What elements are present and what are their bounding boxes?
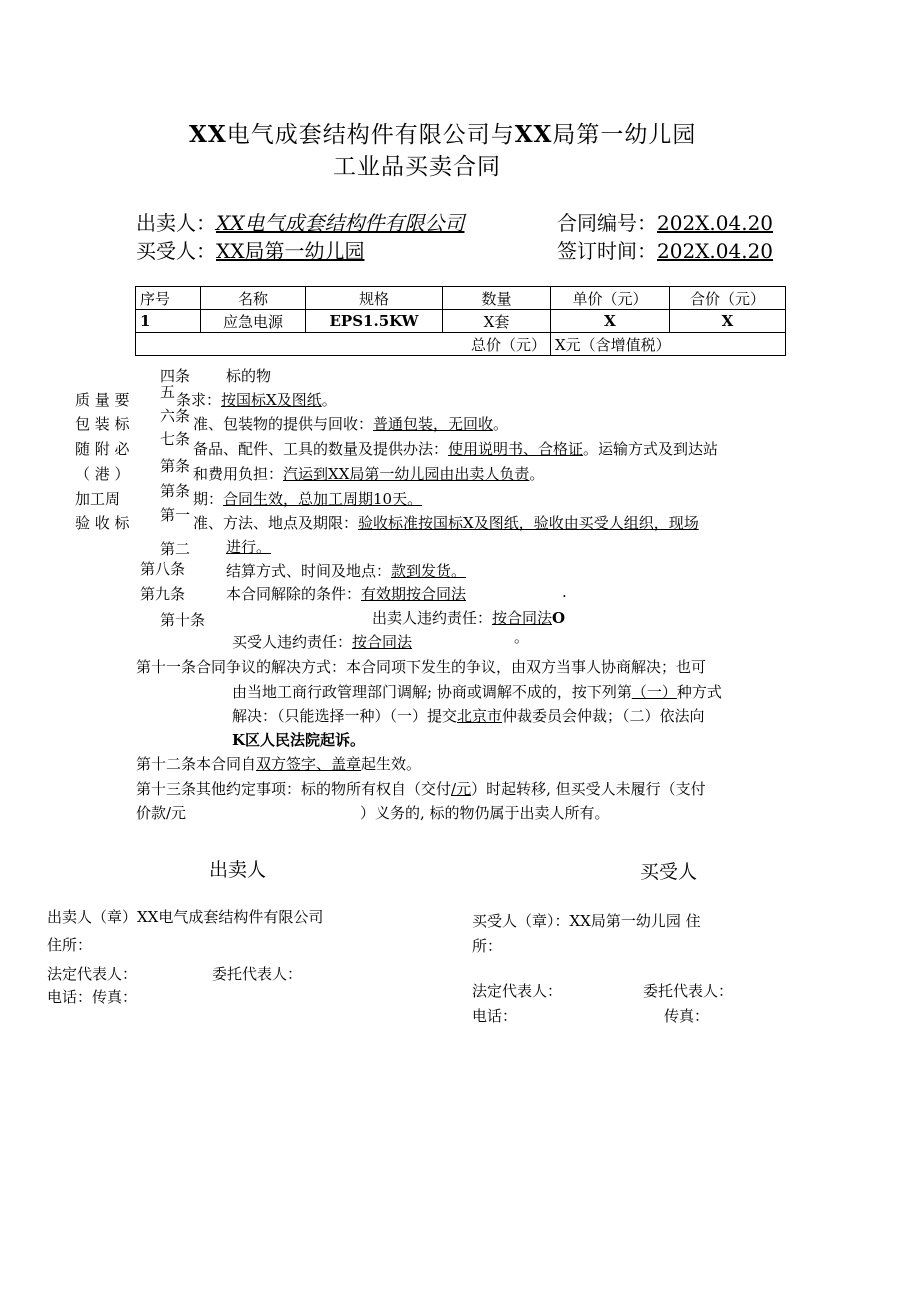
clause-13-line1: 第十一条合同争议的解决方式：本合同项下发生的争议，由双方当事人协商解决；也可 xyxy=(136,658,707,676)
title-xx-1: XX xyxy=(189,121,227,148)
total-value-cell xyxy=(551,333,786,356)
sign-time-value: 202X.04.20 xyxy=(657,239,774,263)
seller-signature-title: 出卖人 xyxy=(209,859,267,881)
clause-14-a: 第十二条本合同自 xyxy=(136,755,257,773)
clause-6-left: 包 装 标 xyxy=(75,415,130,433)
clause-15-a: 第十三条其他约定事项：标的物所有权自（交付 xyxy=(136,780,452,798)
clause-15 xyxy=(136,778,706,799)
total-cell xyxy=(136,333,551,356)
clause-5-value: 按国标X及图纸 xyxy=(221,391,322,409)
clause-14 xyxy=(136,753,421,774)
title-buyer-part: 局第一幼儿园 xyxy=(552,122,697,148)
col-header: 数量 xyxy=(443,287,551,310)
buyer-stamp: 买受人（章）：XX局第一幼儿园 住 xyxy=(472,912,701,930)
clause-13-line2 xyxy=(232,681,722,702)
clause-13-line2-c: 种方式 xyxy=(676,683,722,701)
clause-15-line2-a: 价款/元 xyxy=(136,804,187,822)
clause-11-value: 有效期按合同法 xyxy=(361,585,467,603)
clause-8-left: 加工周 xyxy=(75,490,121,508)
clause-7b xyxy=(193,463,544,484)
clause-7-left: 随 附 必 xyxy=(75,440,130,458)
clause-10-value: 款到发货。 xyxy=(391,562,467,580)
buyer-agent: 委托代表人： xyxy=(643,982,734,1000)
clause-15-b: /元 xyxy=(451,780,472,798)
clause-9-value2: 进行。 xyxy=(226,538,272,556)
clause-15-c: ）时起转移, 但买受人未履行（支付 xyxy=(471,780,706,798)
clause-13-line3-c: 仲裁委员会仲裁；（二）依法向 xyxy=(502,707,705,725)
clause-13-line2-a: 由当地工商行政管理部门调解; 协商或调解不成的，按下列第 xyxy=(232,683,632,701)
clause-13-line4: K区人民法院起诉。 xyxy=(232,731,366,749)
clause-13-line3-a: 解决：（只能选择一种）（一）提交 xyxy=(232,707,458,725)
clause-13-line2-b: （一） xyxy=(631,683,677,701)
clause-12b-end: 。 xyxy=(514,628,530,646)
doc-title-line2: 工业品买卖合同 xyxy=(333,154,501,180)
buyer-phone: 电话： xyxy=(472,1007,518,1025)
clause-12-text: 出卖人违约责任： xyxy=(372,609,493,627)
clause-10-num: 第二 xyxy=(160,540,191,558)
clause-9-left: 验 收 标 xyxy=(75,514,130,532)
table-cell: 应急电源 xyxy=(201,310,306,333)
contract-no-value: 202X.04.20 xyxy=(657,211,774,235)
table-header-row xyxy=(136,287,786,310)
clause-4-text: 标的物 xyxy=(226,367,272,385)
contract-no-row xyxy=(557,207,773,236)
clause-9-text: 准、方法、地点及期限： xyxy=(193,514,359,532)
clause-5 xyxy=(176,389,337,410)
table-cell: X套 xyxy=(443,310,551,333)
clause-11-num: 第九条 xyxy=(140,585,186,603)
clause-6-num: 六条 xyxy=(160,407,191,425)
table-cell: 1 xyxy=(136,310,201,333)
table-total-row xyxy=(136,333,786,356)
clause-7-rest: 。运输方式及到达站 xyxy=(583,440,719,458)
total-label: 总价（元） xyxy=(470,335,546,354)
clause-6-text: 准、包装物的提供与回收： xyxy=(193,415,374,433)
clause-6 xyxy=(193,413,508,434)
clause-10 xyxy=(226,560,466,581)
seller-address: 住所： xyxy=(47,936,93,954)
buyer-label: 买受人： xyxy=(136,239,216,263)
buyer-address: 所： xyxy=(472,937,503,955)
total-value: X元（含增值税） xyxy=(555,335,671,354)
title-seller-part: 电气成套结构件有限公司与 xyxy=(226,122,515,148)
sign-time-label: 签订时间： xyxy=(557,239,657,263)
clause-10-num2: 第八条 xyxy=(140,560,186,578)
clause-7b-text: 和费用负担： xyxy=(193,465,284,483)
table-cell: X xyxy=(551,310,670,333)
clause-12b-value: 按合同法 xyxy=(352,633,413,651)
seller-phone-fax: 电话：传真： xyxy=(47,988,138,1006)
clause-9-value: 验收标准按国标X及图纸，验收由买受人组织，现场 xyxy=(358,514,699,532)
clause-6-value: 普通包装，无回收 xyxy=(373,415,494,433)
clause-9 xyxy=(193,512,699,533)
col-header: 名称 xyxy=(201,287,306,310)
clause-13-line3-b: 北京市 xyxy=(457,707,503,725)
clause-5-left: 质 量 要 xyxy=(75,391,130,409)
title-xx-2: XX xyxy=(514,121,553,148)
clause-12-value: 按合同法 xyxy=(492,609,553,627)
clause-7b-end: 。 xyxy=(529,465,545,483)
clause-12b-text: 买受人违约责任： xyxy=(232,633,353,651)
clause-9-num: 第一 xyxy=(160,506,191,524)
clause-7-value: 使用说明书、合格证 xyxy=(448,440,584,458)
table-row xyxy=(136,310,786,333)
clause-11-end: . xyxy=(562,583,567,601)
col-header: 规格 xyxy=(306,287,443,310)
clause-12-end: O xyxy=(552,609,566,627)
table-cell: EPS1.5KW xyxy=(306,310,443,333)
clause-14-c: 起生效。 xyxy=(361,755,422,773)
seller-legal-rep: 法定代表人： xyxy=(47,965,138,983)
clause-7b-left: （ 港 ） xyxy=(75,465,130,483)
clause-5-end: 。 xyxy=(321,391,337,409)
clause-11-text: 本合同解除的条件： xyxy=(226,585,362,603)
clause-8 xyxy=(193,488,422,509)
buyer-value: XX局第一幼儿园 xyxy=(216,239,365,263)
sign-time-row xyxy=(557,235,773,264)
seller-agent: 委托代表人： xyxy=(212,965,303,983)
seller-stamp: 出卖人（章）XX电气成套结构件有限公司 xyxy=(47,908,324,926)
clause-7-text: 备品、配件、工具的数量及提供办法： xyxy=(193,440,449,458)
clause-5-text: 条求： xyxy=(176,391,222,409)
buyer-signature-title: 买受人 xyxy=(640,861,698,883)
buyer-legal-rep: 法定代表人： xyxy=(472,982,563,1000)
clause-11 xyxy=(226,583,466,604)
seller-row xyxy=(136,207,464,236)
clause-12-num: 第十条 xyxy=(160,611,206,629)
table-cell: X xyxy=(670,310,786,333)
doc-title-line1 xyxy=(189,116,696,149)
clause-7 xyxy=(193,438,718,459)
clause-10-text: 结算方式、时间及地点： xyxy=(226,562,392,580)
clause-6-end: 。 xyxy=(493,415,509,433)
col-header: 单价（元） xyxy=(551,287,670,310)
contract-no-label: 合同编号： xyxy=(557,211,657,235)
items-table xyxy=(135,286,786,356)
clause-8-num: 第条 xyxy=(160,482,191,500)
clause-7b-num: 第条 xyxy=(160,457,191,475)
clause-8-value: 合同生效，总加工周期10天。 xyxy=(223,490,423,508)
clause-7b-value: 汽运到XX局第一幼儿园由出卖人负责 xyxy=(283,465,530,483)
clause-13-line3 xyxy=(232,705,705,726)
col-header: 合价（元） xyxy=(670,287,786,310)
clause-15-line2-b: ）义务的, 标的物仍属于出卖人所有。 xyxy=(360,804,610,822)
seller-value: XX电气成套结构件有限公司 xyxy=(216,211,465,235)
clause-8-text: 期： xyxy=(193,490,224,508)
clause-12b xyxy=(232,631,412,652)
clause-12 xyxy=(372,607,565,628)
buyer-fax: 传真： xyxy=(664,1007,710,1025)
buyer-row xyxy=(136,235,364,264)
col-header: 序号 xyxy=(136,287,201,310)
clause-7-num: 七条 xyxy=(160,430,191,448)
clause-5-num: 五 xyxy=(160,383,176,401)
seller-label: 出卖人： xyxy=(136,211,216,235)
clause-4-num: 四条 xyxy=(160,367,191,385)
clause-14-b: 双方签字、盖章 xyxy=(256,755,362,773)
